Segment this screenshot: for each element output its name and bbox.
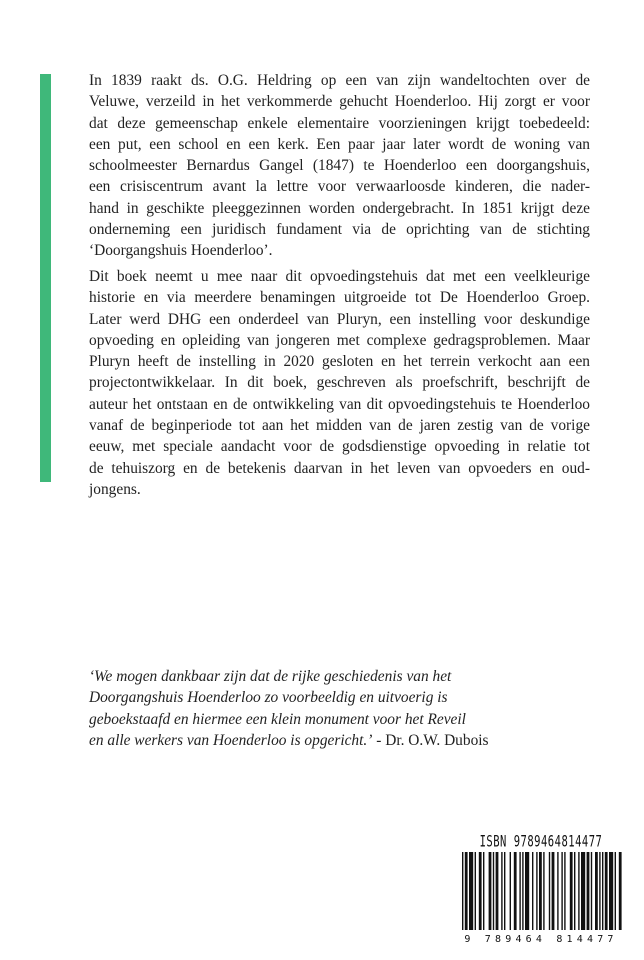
- barcode-bar: [519, 852, 520, 930]
- quote-last-line: [89, 730, 590, 751]
- barcode-bar: [493, 852, 494, 930]
- text-line: de tehuiszorg en de betekenis daarvan in het leven van opvoeders en oud-: [89, 459, 590, 477]
- quote-attribution: - Dr. O.W. Dubois: [372, 731, 489, 749]
- isbn-barcode: [460, 833, 622, 943]
- barcode-bar: [578, 852, 579, 930]
- barcode-bar: [543, 852, 544, 930]
- barcode-bar: [587, 852, 590, 930]
- text-line: historie en via meerdere benamingen uitgroeide tot De Hoenderloo Groep.: [89, 289, 590, 307]
- text-line: In 1839 raakt ds. O.G. Heldring op een van zijn wandeltochten over de: [89, 72, 590, 89]
- barcode-bar: [514, 852, 517, 930]
- isbn-digits: 9 789464 814477: [460, 934, 622, 945]
- text-line: Dit boek neemt u mee naar dit opvoedingstehuis dat met een veelkleurige: [89, 268, 590, 285]
- text-line: projectontwikkelaar. In dit boek, geschreven als proefschrift, beschrijft de: [89, 374, 590, 392]
- endorsement-quote: [89, 666, 590, 751]
- barcode-bar: [581, 852, 585, 930]
- quote-line: en alle werkers van Hoenderloo is opgericht.’: [89, 731, 373, 749]
- barcode-bar: [557, 852, 558, 930]
- barcode-bar: [591, 852, 592, 930]
- barcode-bar: [532, 852, 533, 930]
- barcode-bar: [615, 852, 616, 930]
- text-line: onderneming een juridisch fundament via de oprichting van de stichting: [89, 221, 590, 239]
- text-line: hand in geschikte pleeggezinnen worden ondergebracht. In 1851 krijgt deze: [89, 199, 590, 217]
- barcode-bar: [552, 852, 555, 930]
- barcode-bar: [570, 852, 573, 930]
- barcode-bar: [465, 852, 468, 930]
- barcode-bar: [510, 852, 511, 930]
- barcode-bar: [475, 852, 476, 930]
- text-line: jongens.: [89, 480, 141, 498]
- text-line: Veluwe, verzeild in het verkommerde gehucht Hoenderloo. Hij zorgt er voor: [89, 93, 590, 111]
- barcode-bar: [595, 852, 598, 930]
- barcode-bar: [564, 852, 565, 930]
- quote-line: Doorgangshuis Hoenderloo zo voorbeeldig en uitvoerig is: [89, 689, 448, 707]
- text-line: Later werd DHG een onderdeel van Pluryn, een instelling voor deskundige: [89, 310, 590, 328]
- accent-bar: [40, 74, 51, 482]
- barcode-bar: [602, 852, 603, 930]
- barcode-bars: [460, 852, 622, 930]
- barcode-bar: [525, 852, 529, 930]
- text-line: vanaf de beginperiode tot aan het midden van de jaren zestig van de vorige: [89, 417, 590, 435]
- barcode-bar: [599, 852, 600, 930]
- text-line: een crisiscentrum avant la lettre voor verwaarloosde kinderen, die nader-: [89, 178, 590, 196]
- barcode-bar: [504, 852, 505, 930]
- barcode-bar: [469, 852, 473, 930]
- barcode-bar: [496, 852, 499, 930]
- text-line: Pluryn heeft de instelling in 2020 gesloten en het terrein verkocht aan een: [89, 353, 590, 371]
- barcode-bar: [489, 852, 492, 930]
- isbn-label: ISBN 9789464814477: [479, 833, 603, 851]
- text-line: eeuw, met speciale aandacht voor de godsdienstige opvoeding in relatie tot: [89, 438, 590, 456]
- quote-line: geboekstaafd en hiermee een klein monument voor het Reveil: [89, 710, 466, 728]
- barcode-bar: [539, 852, 542, 930]
- barcode-bar: [609, 852, 613, 930]
- barcode-bar: [536, 852, 537, 930]
- text-line: ‘Doorgangshuis Hoenderloo’.: [89, 242, 273, 260]
- barcode-bar: [522, 852, 523, 930]
- barcode-bar: [619, 852, 622, 930]
- barcode-bar: [561, 852, 562, 930]
- barcode-bar: [479, 852, 482, 930]
- text-line: auteur het ontstaan en de ontwikkeling van dit opvoedingstehuis te Hoenderloo: [89, 395, 590, 413]
- text-line: opvoeding en opleiding van jongeren met complexe gedragsproblemen. Maar: [89, 331, 590, 349]
- barcode-bar: [462, 852, 463, 930]
- intro-paragraph: [89, 70, 590, 262]
- barcode-bar: [483, 852, 484, 930]
- barcode-bar: [574, 852, 575, 930]
- text-line: een put, een school en een kerk. Een paar jaar later wordt de woning van: [89, 135, 590, 153]
- barcode-bar: [605, 852, 608, 930]
- quote-line: ‘We mogen dankbaar zijn dat de rijke geschiedenis van het: [89, 668, 452, 685]
- barcode-bar: [501, 852, 502, 930]
- text-line: schoolmeester Bernardus Gangel (1847) te Hoenderloo een doorgangshuis,: [89, 157, 590, 175]
- text-line: dat deze gemeenschap enkele elementaire voorzieningen krijgt toebedeeld:: [89, 114, 590, 132]
- description-paragraph: [89, 266, 590, 500]
- barcode-bar: [549, 852, 550, 930]
